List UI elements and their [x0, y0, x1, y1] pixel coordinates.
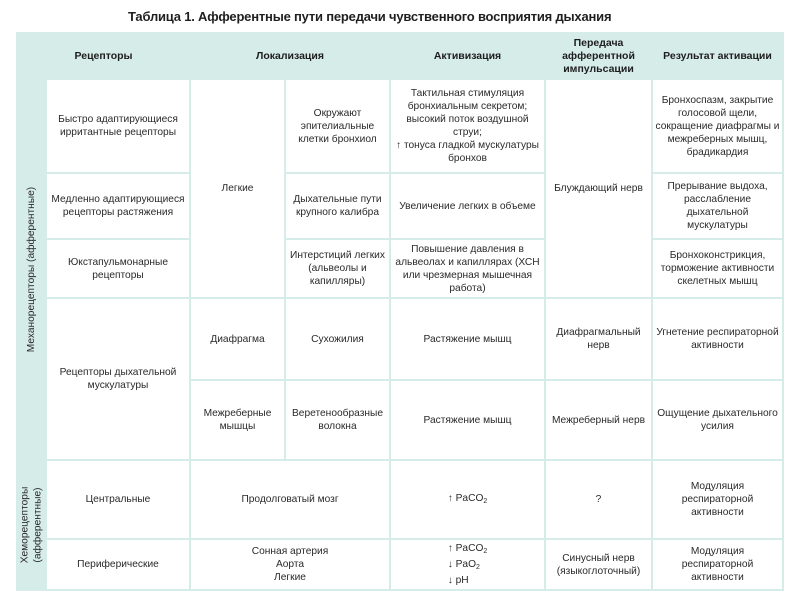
- activation-fast-line5: тонуса гладкой мускулатуры бронхов: [403, 140, 539, 164]
- activation-fast-line2: бронхиальным секретом;: [407, 101, 528, 112]
- receptor-fast-adapting: Быстро адаптирующиеся ирритантные рецепторы: [47, 80, 189, 172]
- site-peripheral: [191, 540, 389, 589]
- activation-central-text: PaCO: [455, 492, 484, 504]
- nerve-vagus: Блуждающий нерв: [546, 80, 651, 297]
- header-transmission: Передача афферентной импульсации: [562, 36, 635, 75]
- arrow-up-icon: ↑: [396, 140, 402, 151]
- receptor-respiratory-muscles: Рецепторы дыхательной мускулатуры: [47, 299, 189, 459]
- site-slow-adapting: Дыхательные пути крупного калибра: [286, 174, 389, 238]
- activation-peripheral-1: PaCO: [455, 543, 484, 554]
- result-central: Модуляция респираторной активности: [653, 461, 782, 538]
- site-peripheral-line1: Сонная артерия: [251, 546, 329, 557]
- activation-peripheral: [391, 540, 544, 589]
- activation-peripheral-2-sub: 2: [476, 564, 480, 571]
- arrow-down-icon: ↓: [447, 559, 453, 570]
- group-mechanoreceptors-label: Механорецепторы (афферентные): [26, 186, 37, 353]
- organ-lungs: Легкие: [191, 80, 284, 297]
- organ-intercostal: Межреберные мышцы: [191, 381, 284, 459]
- nerve-central: ?: [546, 461, 651, 538]
- activation-fast-line3: высокий поток воздушной: [406, 114, 529, 125]
- table: [16, 32, 784, 591]
- group-chemo-line2: (афферентные): [32, 487, 44, 563]
- result-peripheral: Модуляция респираторной активности: [653, 540, 782, 589]
- activation-juxtapulmonary: Повышение давления в альвеолах и капиллярах (ХСН или чрезмерная мышечная работа): [391, 240, 544, 297]
- group-chemo-line1: Хеморецепторы: [19, 486, 31, 564]
- site-peripheral-line3: Легкие: [274, 572, 306, 583]
- activation-peripheral-2: PaO: [455, 559, 477, 570]
- activation-peripheral-1-sub: 2: [483, 548, 488, 555]
- arrow-up-icon: ↑: [447, 492, 453, 504]
- result-juxtapulmonary: Бронхоконстрикция, торможение активности скелетных мышц: [653, 240, 782, 297]
- activation-fast-line1: Тактильная стимуляция: [410, 88, 525, 99]
- activation-central-sub: 2: [483, 497, 488, 505]
- site-peripheral-line2: Аорта: [275, 559, 305, 570]
- nerve-diaphragm: Диафрагмальный нерв: [546, 299, 651, 379]
- site-juxtapulmonary: Интерстиций легких (альвеолы и капилляры): [286, 240, 389, 297]
- result-fast-adapting: Бронхоспазм, закрытие голосовой щели, сокращение диафрагмы и межреберных мышц, брадикардия: [653, 80, 782, 172]
- nerve-peripheral: Синусный нерв (языкоглоточный): [546, 540, 651, 589]
- site-diaphragm: Сухожилия: [286, 299, 389, 379]
- nerve-intercostal: Межреберный нерв: [546, 381, 651, 459]
- result-slow-adapting: Прерывание выдоха, расслабление дыхательной мускулатуры: [653, 174, 782, 238]
- header-result: Результат активации: [663, 49, 772, 62]
- arrow-up-icon: ↑: [447, 543, 453, 554]
- arrow-down-icon: ↓: [447, 575, 453, 586]
- activation-central: [391, 461, 544, 538]
- activation-fast-adapting: [391, 80, 544, 172]
- group-chemoreceptors: [18, 461, 45, 589]
- receptor-slow-adapting: Медленно адаптирующиеся рецепторы растяжения: [47, 174, 189, 238]
- header-receptors: Рецепторы: [74, 49, 133, 62]
- site-fast-adapting: Окружают эпителиальные клетки бронхиол: [286, 80, 389, 172]
- group-chemoreceptors-label: [19, 487, 45, 564]
- activation-peripheral-3: pH: [455, 575, 469, 586]
- header-activation: Активизация: [433, 49, 502, 62]
- table-title: Таблица 1. Афферентные пути передачи чувственного восприятия дыхания: [128, 9, 612, 24]
- result-intercostal: Ощущение дыхательного усилия: [653, 381, 782, 459]
- activation-slow-adapting: Увеличение легких в объеме: [391, 174, 544, 238]
- receptor-peripheral: Периферические: [47, 540, 189, 589]
- activation-intercostal: Растяжение мышц: [391, 381, 544, 459]
- activation-diaphragm: Растяжение мышц: [391, 299, 544, 379]
- result-diaphragm: Угнетение респираторной активности: [653, 299, 782, 379]
- site-central: Продолговатый мозг: [191, 461, 389, 538]
- site-intercostal: Веретенообразные волокна: [286, 381, 389, 459]
- activation-fast-line4: струи;: [453, 127, 482, 138]
- receptor-central: Центральные: [47, 461, 189, 538]
- group-mechanoreceptors: [18, 80, 45, 459]
- organ-diaphragm: Диафрагма: [191, 299, 284, 379]
- header-localization: Локализация: [256, 49, 324, 62]
- receptor-juxtapulmonary: Юкстапульмонарные рецепторы: [47, 240, 189, 297]
